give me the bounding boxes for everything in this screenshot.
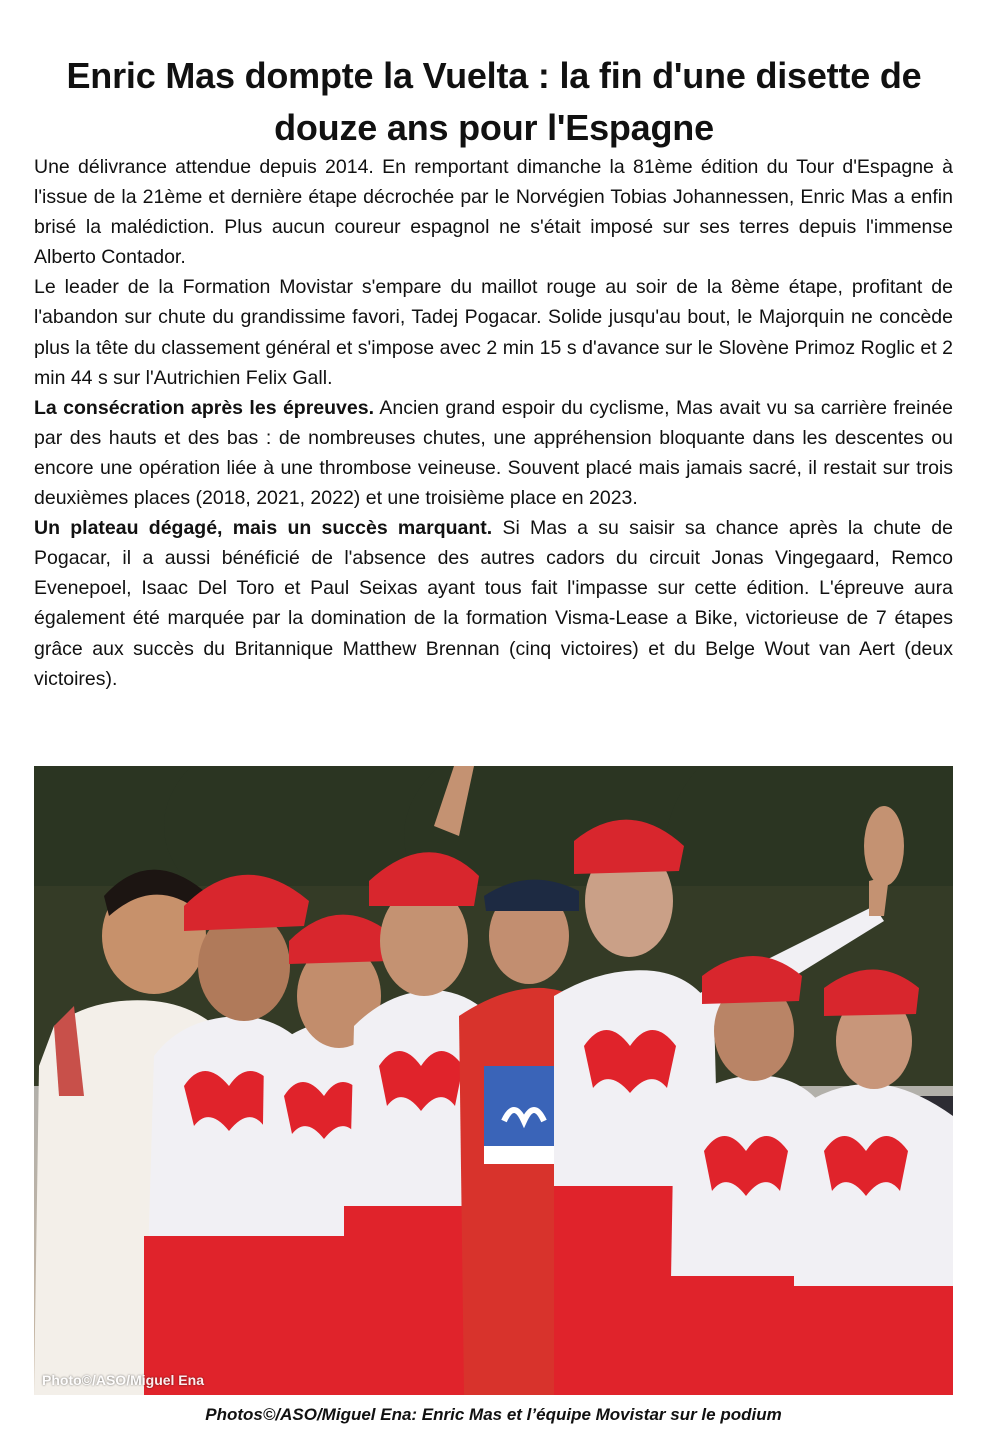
article-body [34,152,953,694]
article-title: Enric Mas dompte la Vuelta : la fin d'une disette de douze ans pour l'Espagne [66,55,922,148]
photo-caption: Photos©/ASO/Miguel Ena: Enric Mas et l’équipe Movistar sur le podium [205,1405,782,1424]
article-paragraph [34,393,953,513]
article-paragraph [34,152,953,272]
paragraph-text: Ancien grand espoir du cyclisme, Mas avait vu sa carrière freinée par des hauts et des bas : de nombreuses chutes, une appréhension bloquante dans les descentes ou encore une opération liée à une thrombose veineuse. Souvent placé mais jamais sacré, il restait sur trois deuxièmes places (2018, 2021, 2022) et une troisième place en 2023. [34,396,953,510]
paragraph-text: Une délivrance attendue depuis 2014. En remportant dimanche la 81ème édition du Tour d'Espagne à l'issue de la 21ème et dernière étape décrochée par le Norvégien Tobias Johannessen, Enric Mas a enfin brisé la malédiction. Plus aucun coureur espagnol ne s'était imposé sur ses terres depuis l'immense Alberto Contador. [34,156,953,269]
article-paragraph [34,513,953,694]
podium-illustration [34,766,953,1395]
photo-credit-overlay: Photo©/ASO/Miguel Ena [42,1372,204,1388]
paragraph-lead: Un plateau dégagé, mais un succès marquant. [34,517,493,540]
paragraph-text: Si Mas a su saisir sa chance après la chute de Pogacar, il a aussi bénéficié de l'absence des autres cadors du circuit Jonas Vingegaard, Remco Evenepoel, Isaac Del Toro et Paul Seixas ayant tous fait l'impasse sur cette édition. L'épreuve aura également été marquée par la domination de la formation Visma-Lease a Bike, victorieuse de 7 étapes grâce aux succès du Britannique Matthew Brennan (cinq victoires) et du Belge Wout van Aert (deux victoires). [34,517,953,690]
podium-photo [34,766,953,1395]
paragraph-lead: La consécration après les épreuves. [34,396,375,419]
paragraph-text: Le leader de la Formation Movistar s'empare du maillot rouge au soir de la 8ème étape, profitant de l'abandon sur chute du grandissime favori, Tadej Pogacar. Solide jusqu'au bout, le Majorquin ne concède plus la tête du classement général et s'impose avec 2 min 15 s d'avance sur le Slovène Primoz Roglic et 2 min 44 s sur l'Autrichien Felix Gall. [34,276,953,389]
article-paragraph [34,272,953,392]
